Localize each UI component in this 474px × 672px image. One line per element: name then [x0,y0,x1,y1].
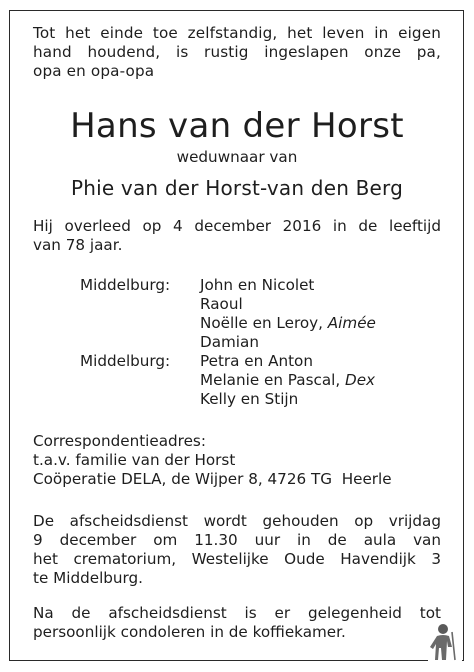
intro-line: hand houdend, is rustig ingeslapen onze pa, [33,43,441,61]
death-line: Hij overleed op 4 december 2016 in de leeftijd [33,217,441,235]
death-line: van 78 jaar. [33,236,123,254]
service-paragraph [33,512,441,588]
family-members [200,352,460,409]
relation-text: weduwnaar van [176,148,298,166]
correspondence-label: Correspondentieadres: [33,432,206,450]
family-member: John en Nicolet [200,276,315,294]
family-member: Petra en Anton [200,352,313,370]
death-notice [33,217,441,255]
condolences-line: persoonlijk condoleren in de koffiekamer. [33,623,346,641]
spouse-name: Phie van der Horst-van den Berg [70,176,404,200]
service-line: De afscheidsdienst wordt gehouden op vrijdag [33,512,441,530]
intro-line: opa en opa-opa [33,62,155,80]
family-group [80,276,460,352]
family-members [200,276,460,352]
intro-paragraph [33,24,441,81]
service-line: het crematorium, Westelijke Oude Havendijk 3 [33,550,441,568]
family-member: Noëlle en Leroy, Aimée [200,314,376,332]
intro-line: Tot het einde toe zelfstandig, het leven in eigen [33,24,441,42]
family-member: Kelly en Stijn [200,390,299,408]
family-group [80,352,460,409]
family-member: Melanie en Pascal, Dex [200,371,376,389]
correspondence-line: t.a.v. familie van der Horst [33,451,236,469]
family-member: Raoul [200,295,243,313]
correspondence-line: Coöperatie DELA, de Wijper 8, 4726 TG Heerle [33,470,392,488]
condolences-paragraph [33,604,441,642]
correspondence-address [33,432,441,489]
family-place: Middelburg: [80,276,171,294]
service-line: 9 december om 11.30 uur in de aula van [33,531,441,549]
condolences-line: Na de afscheidsdienst is er gelegenheid tot [33,604,441,622]
figure-logo-icon [428,622,462,662]
service-line: te Middelburg. [33,569,144,587]
deceased-name: Hans van der Horst [70,106,404,146]
family-place: Middelburg: [80,352,171,370]
family-member: Damian [200,333,259,351]
family-list [80,276,460,409]
